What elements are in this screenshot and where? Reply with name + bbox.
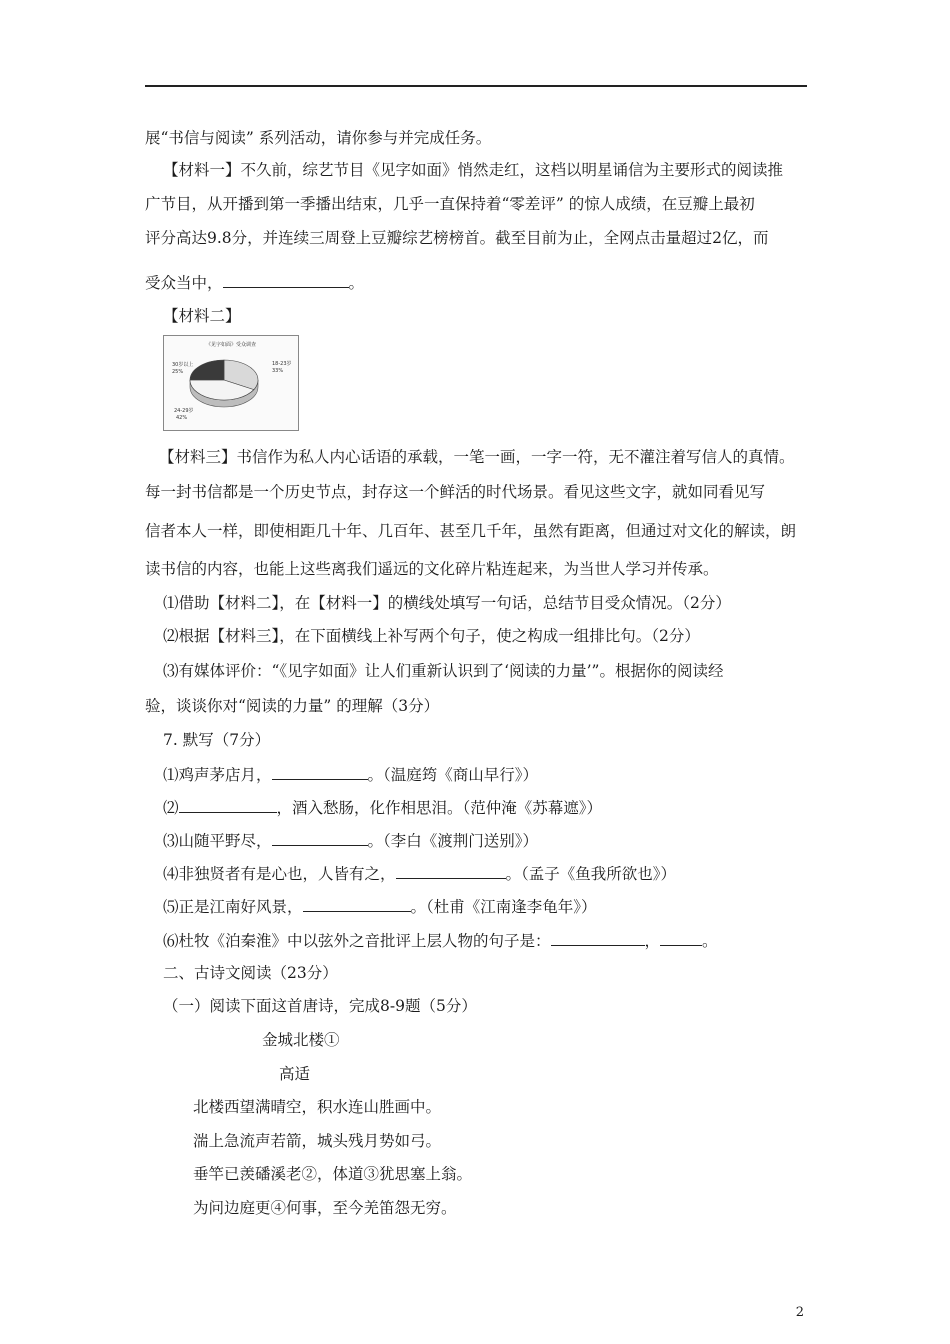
dictation-6-pre: ⑹杜牧《泊秦淮》中以弦外之音批评上层人物的句子是： (163, 932, 551, 950)
poem-title: 金城北楼① (262, 1031, 340, 1049)
poem-author: 高适 (279, 1065, 311, 1083)
dictation-4-post: 。（孟子《鱼我所欲也》） (505, 865, 677, 883)
answer-blank[interactable] (551, 930, 645, 946)
material-one-line-2: 广节目，从开播到第一季播出结束，几乎一直保持着“零差评” 的惊人成绩，在豆瓣上最初 (145, 195, 755, 213)
dictation-item-2 (163, 797, 602, 818)
dictation-1-pre: ⑴鸡声茅店月， (163, 766, 272, 784)
question-3-line-2: 验，谈谈你对“阅读的力量” 的理解（3分） (145, 697, 440, 715)
audience-pie-chart (163, 335, 299, 431)
answer-blank[interactable] (179, 797, 277, 813)
dictation-6-post: 。 (702, 932, 718, 950)
answer-blank[interactable] (272, 764, 368, 780)
answer-blank[interactable] (396, 863, 506, 879)
dictation-6-mid: ， (644, 932, 661, 950)
slice-label-30plus: 30岁以上 (172, 362, 194, 368)
dictation-2-post: ，酒入愁肠，化作相思泪。（范仲淹《苏幕遮》） (276, 799, 603, 817)
question-2: ⑵根据【材料三】，在下面横线上补写两个句子，使之构成一组排比句。（2分） (163, 627, 700, 645)
dictation-5-post: 。（杜甫《江南逢李龟年》） (410, 898, 597, 916)
pie-group (190, 360, 258, 407)
slice-value-18-23: 33% (272, 368, 284, 374)
poem-line: 北楼西望满晴空，积水连山胜画中。 (193, 1098, 442, 1116)
material-one-line-4 (145, 272, 364, 293)
material-three-line-4: 读书信的内容，也能上这些离我们遥远的文化碎片粘连起来，为当世人学习并传承。 (145, 560, 719, 578)
answer-blank[interactable] (272, 830, 368, 846)
question-1: ⑴借助【材料二】，在【材料一】的横线处填写一句话，总结节目受众情况。（2分） (163, 594, 731, 612)
poem-line: 为问边庭更④何事，至今羌笛怨无穷。 (193, 1199, 457, 1217)
dictation-1-post: 。（温庭筠《商山早行》） (367, 766, 539, 784)
material-one-prefix: 受众当中， (145, 274, 223, 292)
answer-blank[interactable] (223, 272, 349, 288)
page-number: 2 (795, 1305, 804, 1320)
poem-line: 垂竿已羡磻溪老②，体道③犹思塞上翁。 (193, 1165, 473, 1183)
dictation-3-pre: ⑶山随平野尽， (163, 832, 272, 850)
chart-title: 《见字如面》受众调查 (205, 342, 257, 348)
dictation-item-5 (163, 896, 597, 917)
material-three-line-2: 每一封书信都是一个历史节点，封存这一个鲜活的时代场景。看见这些文字，就如同看见写 (145, 483, 766, 501)
dictation-3-post: 。（李白《渡荆门送别》） (367, 832, 539, 850)
header-rule (145, 85, 807, 87)
answer-blank[interactable] (303, 896, 411, 912)
material-one-suffix: 。 (348, 274, 365, 292)
slice-value-30plus: 25% (172, 369, 184, 375)
slice-value-24-29: 42% (176, 415, 188, 421)
dictation-4-pre: ⑷非独贤者有是心也，人皆有之， (163, 865, 396, 883)
section-2-subtitle: （一）阅读下面这首唐诗，完成8-9题（5分） (163, 997, 477, 1015)
dictation-item-4 (163, 863, 676, 884)
answer-blank[interactable] (660, 930, 702, 946)
dictation-item-1 (163, 764, 538, 785)
dictation-2-pre: ⑵ (163, 799, 179, 817)
material-one-line-3: 评分高达9.8分，并连续三周登上豆瓣综艺榜榜首。截至目前为止，全网点击量超过2亿，而 (145, 229, 769, 247)
material-two-label: 【材料二】 (163, 307, 241, 325)
dictation-title: 7. 默写（7分） (163, 731, 271, 749)
material-three-line-3: 信者本人一样，即使相距几十年、几百年、甚至几千年，虽然有距离，但通过对文化的解读，朗 (145, 522, 797, 540)
dictation-item-6 (163, 930, 718, 951)
slice-label-18-23: 18-23岁 (272, 361, 292, 367)
section-2-title: 二、古诗文阅读（23分） (163, 964, 338, 982)
material-three-line-1: 【材料三】书信作为私人内心话语的承载，一笔一画，一字一符，无不灌注着写信人的真情。 (159, 448, 795, 466)
dictation-5-pre: ⑸正是江南好风景， (163, 898, 303, 916)
material-one-line-1: 【材料一】不久前，综艺节目《见字如面》悄然走红，这档以明星诵信为主要形式的阅读推 (163, 161, 784, 179)
dictation-item-3 (163, 830, 538, 851)
pie-slice-30岁以上 (190, 360, 224, 380)
slice-label-24-29: 24-29岁 (174, 408, 194, 414)
intro-line: 展“书信与阅读” 系列活动，请你参与并完成任务。 (145, 129, 492, 147)
question-3-line-1: ⑶有媒体评价：“《见字如面》让人们重新认识到了‘阅读的力量’”。根据你的阅读经 (163, 662, 724, 680)
poem-line: 湍上急流声若箭，城头残月势如弓。 (193, 1132, 442, 1150)
